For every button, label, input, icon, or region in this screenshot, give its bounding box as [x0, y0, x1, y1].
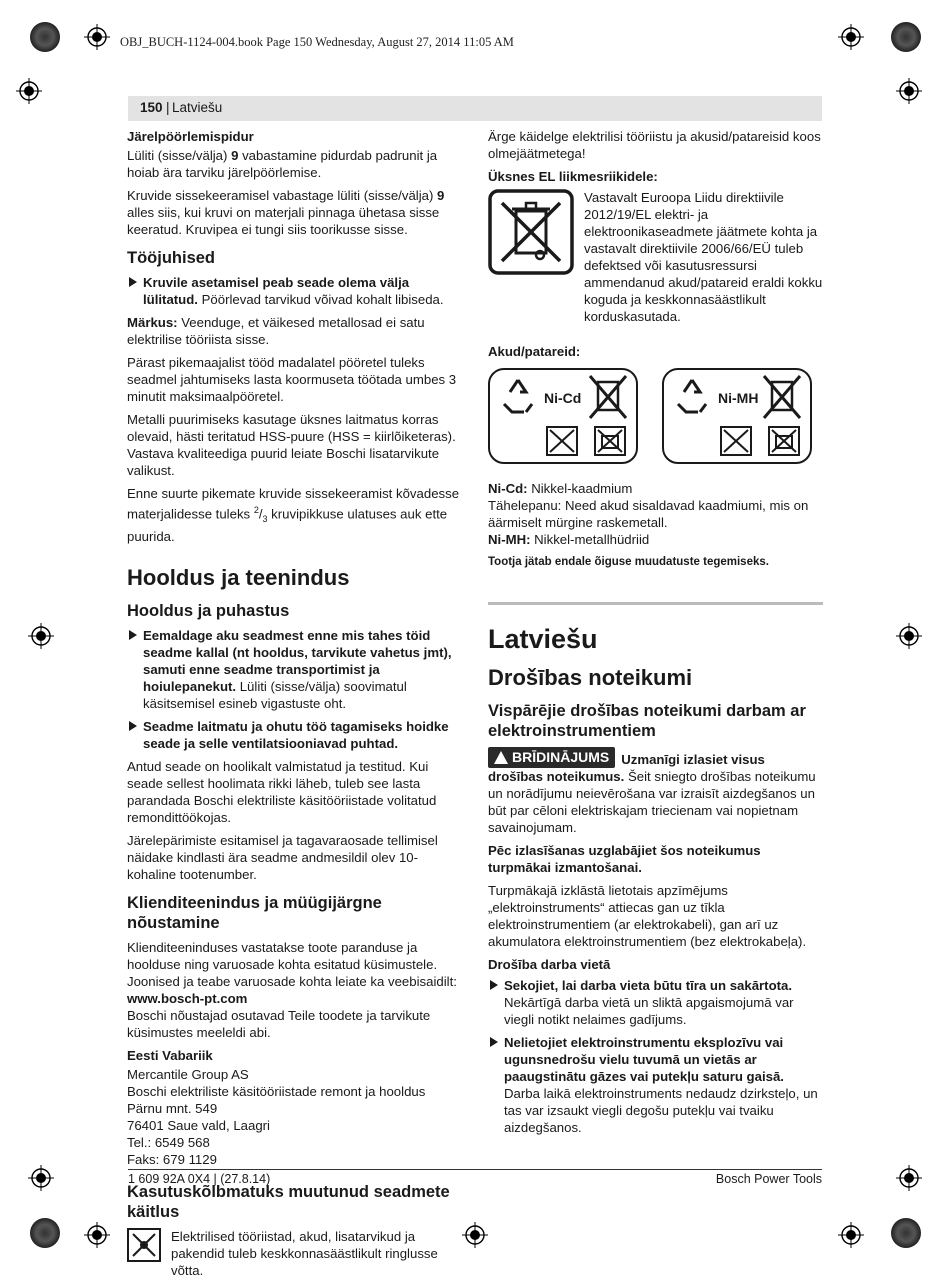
color-target-icon: [30, 22, 60, 52]
careful-paragraph: Antud seade on hoolikalt valmistatud ja testitud. Kui seade sellest hoolimata rikki läheb, tuleb see lasta parandada Boschi elektriliste käsitööriistade volitatud remondittöökojas.: [127, 759, 437, 826]
address-block: [127, 1066, 465, 1168]
tips-bullet: Kruvile asetamisel peab seade olema välja lülitatud. Pöörlevad tarvikud võivad kohalt libiseda.: [127, 274, 465, 308]
warning-badge: BRĪDINĀJUMS: [488, 747, 615, 768]
footer-rule: [128, 1169, 822, 1170]
work-bullet-1: Sekojiet, lai darba vieta būtu tīra un sakārtota. Nekārtīgā darba vietā un sliktā apgaismojumā var viegli notikt nelaimes gadījums.: [488, 977, 823, 1028]
metal-paragraph: Metalli puurimiseks kasutage üksnes laitmatus korras olevaid, hästi teritatud HSS-puure (HSS = kiirlõiketeras). Vastava kvaliteediga puurid leiate Boschi lisatarvikute valikust.: [127, 412, 456, 478]
crossed-bin-icon: [760, 372, 804, 422]
registration-mark-icon: [16, 78, 42, 104]
address-line: 76401 Saue vald, Laagri: [127, 1118, 270, 1134]
color-target-icon: [30, 1218, 60, 1248]
recycle-tools-icon: [127, 1228, 161, 1262]
term-paragraph: Turpmākajā izklāstā lietotais apzīmējums „elektroinstruments“ attiecas gan uz tīkla elektroinstrumentiem (ar elektrokabeli), gan arī uz akumulatora elektroinstrumentiem (bez elektrokabeļa).: [488, 883, 807, 949]
address-line: Boschi elektriliste käsitööriistade remont ja hooldus: [127, 1084, 426, 1100]
crossed-battery-icon: [594, 426, 626, 456]
registration-mark-icon: [896, 1165, 922, 1191]
color-target-icon: [891, 1218, 921, 1248]
nimh-label: Ni-MH: [718, 390, 759, 406]
customer-service-title: Klienditeenindus ja müügijärgne nõustamine: [127, 894, 382, 933]
nimh-definition: Ni-MH: Nikkel-metallhüdriid: [488, 532, 650, 547]
keep-instructions: Pēc izlasīšanas uzglabājiet šos noteikumus turpmākai izmantošanai.: [488, 843, 761, 875]
nicd-warning: Tähelepanu: Need akud sisaldavad kaadmiumi, mis on äärmiselt mürgine raskemetall.: [488, 498, 809, 530]
maintenance-bullet-1: Eemaldage aku seadmest enne mis tahes töid seadme kallal (nt hooldus, tarvikute vahetus jmt), samuti enne seadme transportimist ja hoiulepanekut. Lüliti (sisse/välja) soovimatul käsitsemisel esineb vigastuste oht.: [127, 627, 465, 712]
general-safety-title: Vispārējie drošības noteikumi darbam ar elektroinstrumentiem: [488, 702, 806, 740]
address-line: Tel.: 6549 568: [127, 1135, 210, 1151]
left-column: [127, 128, 465, 1285]
website-link[interactable]: www.bosch-pt.com: [127, 991, 248, 1007]
nicd-label: Ni-Cd: [544, 390, 582, 406]
advisers-paragraph: Boschi nõustajad osutavad Teile toodete ja tarvikute küsimustes meeleldi abi.: [127, 1008, 431, 1041]
recycle-icon: [498, 376, 538, 416]
registration-mark-icon: [28, 1165, 54, 1191]
warning-icon: [494, 751, 508, 764]
header-language: Latviešu: [172, 100, 223, 115]
crossed-bin-icon: [488, 189, 574, 275]
nicd-symbol: [488, 368, 638, 464]
crossed-bin-icon: [586, 372, 630, 422]
right-column: [488, 128, 823, 1142]
page-number: 150: [140, 100, 163, 115]
work-area-title: Drošība darba vietā: [488, 957, 611, 972]
disposal-text: Elektrilised tööriistad, akud, lisatarvikud ja pakendid tuleb keskkonnasäästlikult ringlusse võtta.: [171, 1229, 438, 1279]
registration-mark-icon: [838, 1222, 864, 1248]
nicd-definition: Ni-Cd: Nikkel-kaadmium: [488, 481, 633, 496]
batteries-title: Akud/patareid:: [488, 344, 581, 359]
registration-mark-icon: [84, 24, 110, 50]
country-heading: Eesti Vabariik: [127, 1048, 213, 1064]
household-paragraph: Ärge käidelge elektrilisi tööriistu ja akusid/patareisid koos olmejäätmetega!: [488, 129, 821, 161]
latvian-section-title: Latviešu: [488, 624, 598, 654]
registration-mark-icon: [896, 623, 922, 649]
recycle-icon: [672, 376, 712, 416]
crossed-tool-icon: [546, 426, 578, 456]
work-bullet-2: Nelietojiet elektroinstrumentu eksplozīvu vai ugunsnedrošu vielu tuvumā un vietās ar paaugstinātu gāzes vai putekļu saturu gaisā. Darba laikā elektroinstruments nedaudz dzirksteļo, un tas var izsaukt viegli degošu putekļu vai tvaiku aizdegšanos.: [488, 1034, 823, 1136]
section-divider: [488, 602, 823, 605]
nimh-symbol: [662, 368, 812, 464]
footer-left: 1 609 92A 0X4 | (27.8.14): [128, 1172, 271, 1186]
note-paragraph: Märkus: Veenduge, et väikesed metallosad ei satu elektrilise tööriista sisse.: [127, 315, 425, 347]
spare-paragraph: Järelepärimiste esitamisel ja tagavaraosade tellimisel näidake kindlasti ära seadme andmesildil olev 10-kohaline tootenumber.: [127, 833, 438, 883]
registration-mark-icon: [838, 24, 864, 50]
header-separator: |: [166, 100, 170, 115]
registration-mark-icon: [462, 1222, 488, 1248]
disposal-row: [127, 1228, 465, 1279]
safety-title: Drošības noteikumi: [488, 665, 693, 690]
registration-mark-icon: [84, 1222, 110, 1248]
eu-title: Üksnes EL liikmesriikidele:: [488, 169, 658, 184]
disposal-title: Kasutuskõlbmatuks muutunud seadmete käitlus: [127, 1183, 450, 1222]
battery-symbols: [488, 368, 823, 468]
tips-title: Tööjuhised: [127, 249, 215, 267]
cooling-paragraph: Pärast pikemaajalist tööd madalatel pööretel tuleks seadmel jahtumiseks lasta koormuseta töötada umbes 3 minutit maksimaalpööretel.: [127, 355, 457, 404]
footer-right: Bosch Power Tools: [715, 1172, 822, 1186]
reserve-note: Tootja jätab endale õiguse muudatuste tegemiseks.: [488, 556, 769, 568]
page-header: [128, 96, 822, 121]
book-file-info: OBJ_BUCH-1124-004.book Page 150 Wednesday, August 27, 2014 11:05 AM: [120, 35, 514, 49]
customer-service-paragraph: Klienditeeninduses vastatakse toote paranduse ja hoolduse ning varuosade kohta esitatud küsimustele. Joonised ja teabe varuosade kohta leiate ka veebisaidilt:: [127, 940, 457, 990]
pilot-hole-paragraph: Enne suurte pikemate kruvide sissekeeramist kõvadesse materjalidesse tuleks $^2/_3$ kruvipikkuse ulatuses auk ette puurida.: [127, 486, 460, 545]
registration-mark-icon: [28, 623, 54, 649]
brake-paragraph-1: Lüliti (sisse/välja) 9 vabastamine pidurdab padrunit ja hoiab ära tarviku järelpöörlemise.: [127, 148, 438, 180]
crossed-battery-icon: [768, 426, 800, 456]
address-line: Pärnu mnt. 549: [127, 1101, 218, 1117]
address-line: Faks: 679 1129: [127, 1152, 217, 1168]
color-target-icon: [891, 22, 921, 52]
maintenance-bullet-2: Seadme laitmatu ja ohutu töö tagamiseks hoidke seade ja selle ventilatsiooniavad puhtad.: [127, 718, 465, 752]
address-line: Mercantile Group AS: [127, 1067, 249, 1083]
service-title: Hooldus ja teenindus: [127, 565, 350, 591]
crossed-tool-icon: [720, 426, 752, 456]
maintenance-title: Hooldus ja puhastus: [127, 602, 290, 621]
eu-row: [488, 189, 823, 325]
registration-mark-icon: [896, 78, 922, 104]
brake-title: Järelpöörlemispidur: [127, 129, 254, 144]
brake-paragraph-2: Kruvide sissekeeramisel vabastage lüliti (sisse/välja) 9 alles siis, kui kruvi on materjali pinnaga ühetasa sisse keeratud. Kruvipea ei tungi siis toorikusse sisse.: [127, 188, 445, 237]
eu-directive-text: Vastavalt Euroopa Liidu direktiivile 2012/19/EL elektri- ja elektroonikaseadmete jäätmete kohta ja vastavalt direktiivile 2006/66/EÜ tuleb defektsed või kasutusressursi ammendanud akud/patareid eraldi kokku koguda ja keskkonnasäästlikult korduskasutada.: [584, 190, 823, 324]
warning-paragraph: BRĪDINĀJUMS Uzmanīgi izlasiet visus drošības noteikumus. Šeit sniegto drošības noteikumu un norādījumu neievērošana var izraisīt aizdegšanos un būt par cēloni elektriskajam triecienam vai nopietnam savainojumam.: [488, 749, 816, 835]
